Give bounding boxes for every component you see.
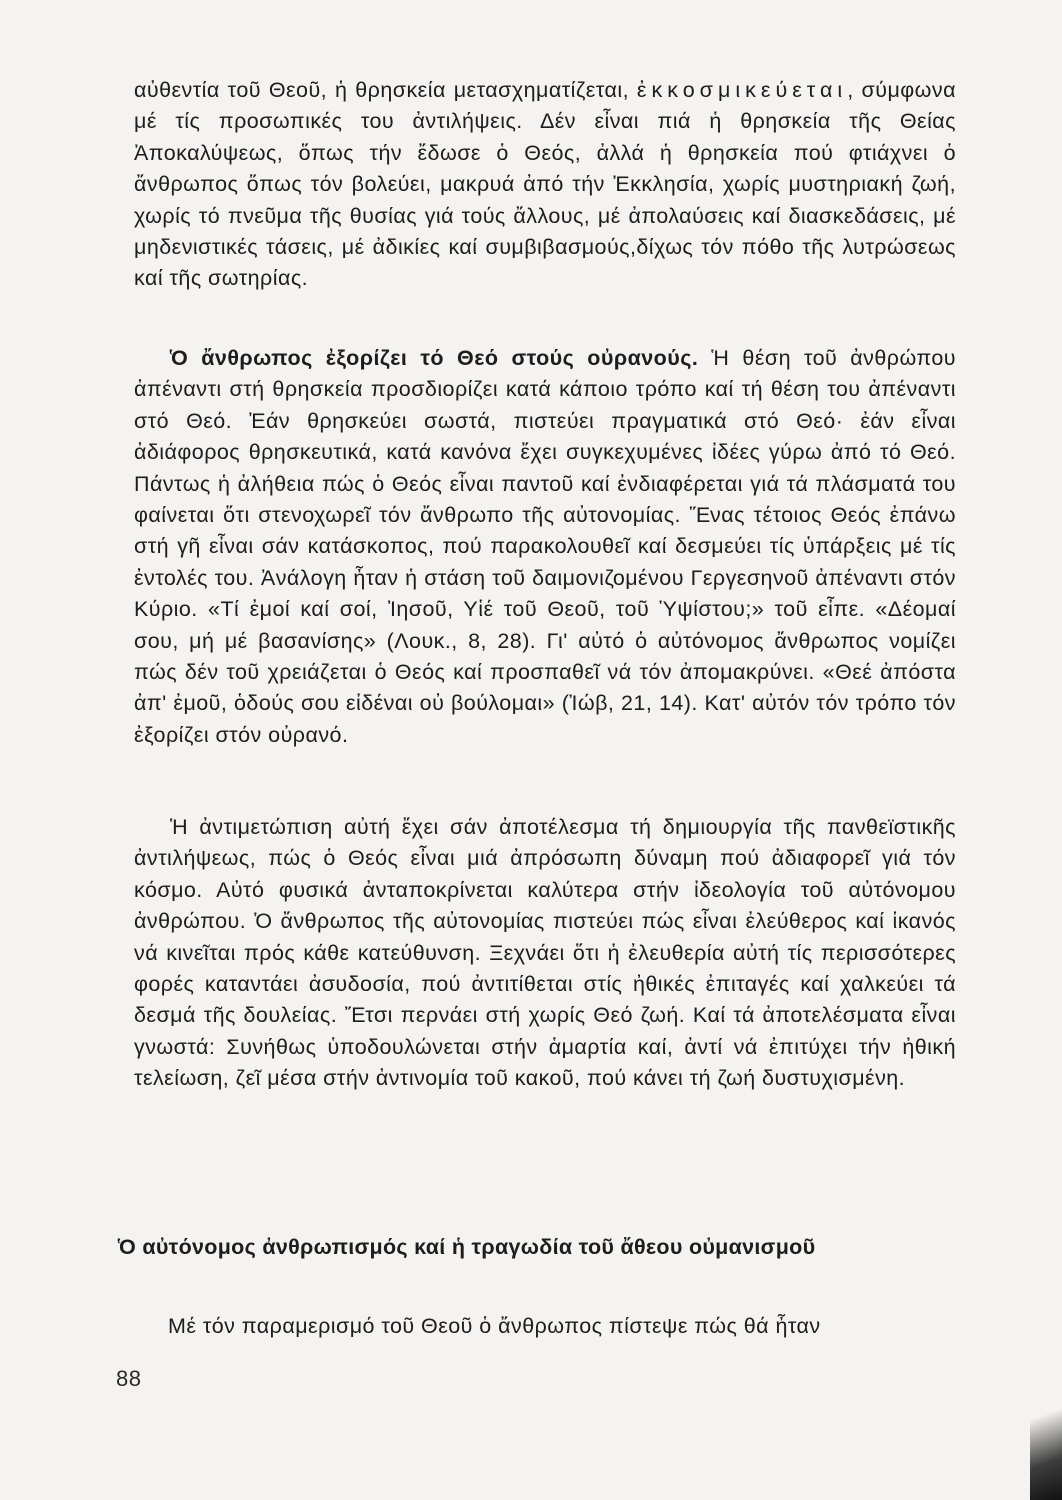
paragraph-2-text: Ἡ θέση τοῦ ἀνθρώπου ἀπέναντι στή θρησκεία προσδιορίζει κατά κάποιο τρόπο καί τή θέση του ἀπέναντι στό Θεό. Ἐάν θρησκεύει σωστά, πιστεύει πραγματικά στό Θεό· ἐάν εἶναι ἀδιάφορος θρησκευτικά, κατά κανόνα ἔχει συγκεχυμένες ἰδέες γύρω ἀπό τό Θεό. Πάντως ἡ ἀλήθεια πώς ὁ Θεός εἶναι παντοῦ καί ἐνδιαφέρεται γιά τά πλάσματά του φαίνεται ὅτι στενοχωρεῖ τόν ἄνθρωπο τῆς αὐτονομίας. Ἕνας τέτοιος Θεός ἐπάνω στή γῆ εἶναι σάν κατάσκοπος, πού παρακολουθεῖ καί δεσμεύει τίς ὑπάρξεις μέ τίς ἐντολές του. Ἀνάλογη ἦταν ἡ στάση τοῦ δαιμονιζομένου Γεργεσηνοῦ ἀπέναντι στόν Κύριο. «Τί ἐμοί καί σοί, Ἰησοῦ, Υἱέ τοῦ Θεοῦ, τοῦ Ὑψίστου;» τοῦ εἶπε. «Δέομαί σου, μή μέ βασανίσης» (Λουκ., 8, 28). Γι' αὐτό ὁ αὐτόνομος ἄνθρωπος νομίζει πώς δέν τοῦ χρειάζεται ὁ Θεός καί προσπαθεῖ νά τόν ἀπομακρύνει. «Θεέ ἀπόστα ἀπ' ἐμοῦ, ὁδούς σου εἰδέναι οὐ βούλομαι» (Ἰώβ, 21, 14). Κατ' αὐτόν τόν τρόπο τόν ἐξορίζει στόν οὐρανό. xyxy=(134,346,956,747)
spaced-emphasis-word: ἐκκοσμικεύεται xyxy=(636,78,848,102)
paragraph-3 xyxy=(134,812,956,1095)
page-curl-shadow xyxy=(1030,1370,1062,1500)
paragraph-2 xyxy=(134,343,956,751)
bold-lead-sentence: Ὁ ἄνθρωπος ἐξορίζει τό Θεό στούς οὐρανούς. xyxy=(170,346,699,370)
paragraph-1 xyxy=(134,75,956,295)
paragraph-4-text: Μέ τόν παραμερισμό τοῦ Θεοῦ ὁ ἄνθρωπος πίστεψε πώς θά ἦταν xyxy=(168,1314,821,1338)
page-number: 88 xyxy=(116,1366,142,1391)
section-heading: Ὁ αὐτόνομος ἀνθρωπισμός καί ἡ τραγωδία τοῦ ἄθεου οὐμανισμοῦ xyxy=(118,1235,816,1259)
paragraph-3-text: Ἡ ἀντιμετώπιση αὐτή ἔχει σάν ἀποτέλεσμα τή δημιουργία τῆς πανθεϊστικῆς ἀντιλήψεως, πώς ὁ Θεός εἶναι μιά ἀπρόσωπη δύναμη πού ἀδιαφορεῖ γιά τόν κόσμο. Αὐτό φυσικά ἀνταποκρίνεται καλύτερα στήν ἰδεολογία τοῦ αὐτόνομου ἀνθρώπου. Ὁ ἄνθρωπος τῆς αὐτονομίας πιστεύει πώς εἶναι ἐλεύθερος καί ἱκανός νά κινεῖται πρός κάθε κατεύθυνση. Ξεχνάει ὅτι ἡ ἐλευθερία αὐτή τίς περισσότερες φορές καταντάει ἀσυδοσία, πού ἀντιτίθεται στίς ἠθικές ἐπιταγές καί χαλκεύει τά δεσμά τῆς δουλείας. Ἔτσι περνάει στή χωρίς Θεό ζωή. Καί τά ἀποτελέσματα εἶναι γνωστά: Συνήθως ὑποδουλώνεται στήν ἁμαρτία καί, ἀντί νά ἐπιτύχει τήν ἠθική τελείωση, ζεῖ μέσα στήν ἀντινομία τοῦ κακοῦ, πού κάνει τή ζωή δυστυχισμένη. xyxy=(134,815,956,1091)
paragraph-1-rest: , σύμφωνα μέ τίς προσωπικές του ἀντιλήψεις. Δέν εἶναι πιά ἡ θρησκεία τῆς Θείας Ἀποκαλύψεως, ὅπως τήν ἔδωσε ὁ Θεός, ἀλλά ἡ θρησκεία πού φτιάχνει ὁ ἄνθρωπος ὅπως τόν βολεύει, μακρυά ἀπό τήν Ἐκκλησία, χωρίς μυστηριακή ζωή, χωρίς τό πνεῦμα τῆς θυσίας γιά τούς ἄλλους, μέ ἀπολαύσεις καί διασκεδάσεις, μέ μηδενιστικές τάσεις, μέ ἀδικίες καί συμβιβασμούς,δίχως τόν πόθο τῆς λυτρώσεως καί τῆς σωτηρίας. xyxy=(134,78,956,291)
paragraph-1-start: αὐθεντία τοῦ Θεοῦ, ἡ θρησκεία μετασχηματίζεται, xyxy=(134,78,637,102)
paragraph-4 xyxy=(134,1311,956,1342)
